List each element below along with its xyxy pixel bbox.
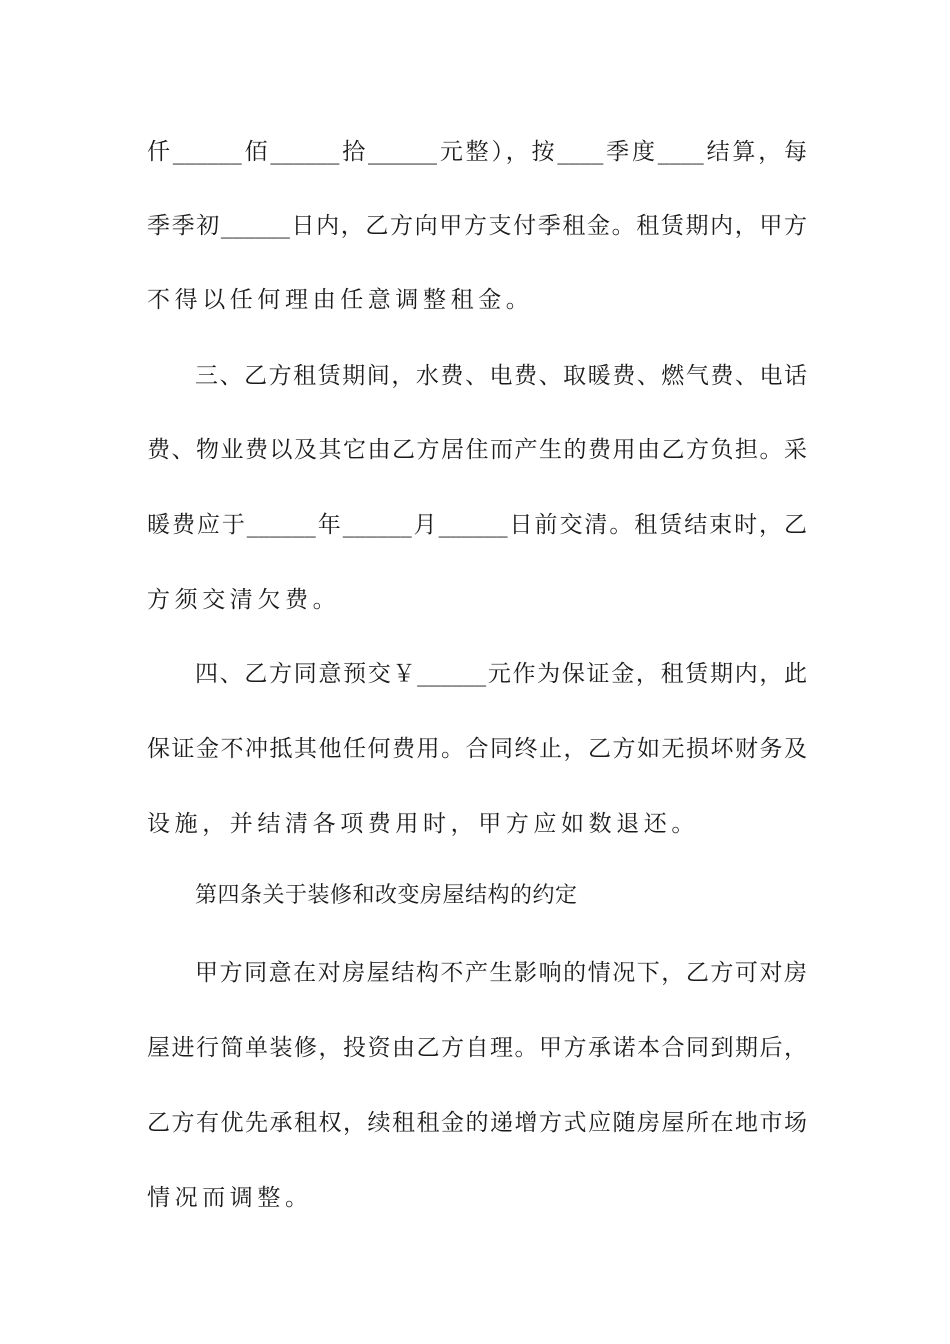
text-line: 不得以任何理由任意调整租金。 [147,287,534,313]
text-line: 乙方有优先承租权，续租租金的递增方式应随房屋所在地市场 [147,1110,807,1136]
text-line: 设施，并结清各项费用时，甲方应如数退还。 [147,811,699,837]
paragraph-start-line: 四、乙方同意预交￥______元作为保证金，租赁期内，此 [195,661,807,687]
text-line: 仟______佰______拾______元整），按____季度____结算，每 [147,139,807,165]
text-line: 方须交清欠费。 [147,587,341,613]
text-line: 费、物业费以及其它由乙方居住而产生的费用由乙方负担。采 [147,437,807,463]
text-line: 保证金不冲抵其他任何费用。合同终止，乙方如无损坏财务及 [147,736,807,762]
text-line: 屋进行简单装修，投资由乙方自理。甲方承诺本合同到期后， [147,1035,807,1061]
paragraph-start-line: 甲方同意在对房屋结构不产生影响的情况下，乙方可对房 [195,960,807,986]
text-line: 季季初______日内，乙方向甲方支付季租金。租赁期内，甲方 [147,213,807,239]
text-line: 情况而调整。 [147,1185,313,1211]
text-line: 暖费应于______年______月______日前交清。租赁结束时，乙 [147,512,807,538]
paragraph-start-line: 三、乙方租赁期间，水费、电费、取暖费、燃气费、电话 [195,363,807,389]
section-heading: 第四条关于装修和改变房屋结构的约定 [195,883,578,908]
